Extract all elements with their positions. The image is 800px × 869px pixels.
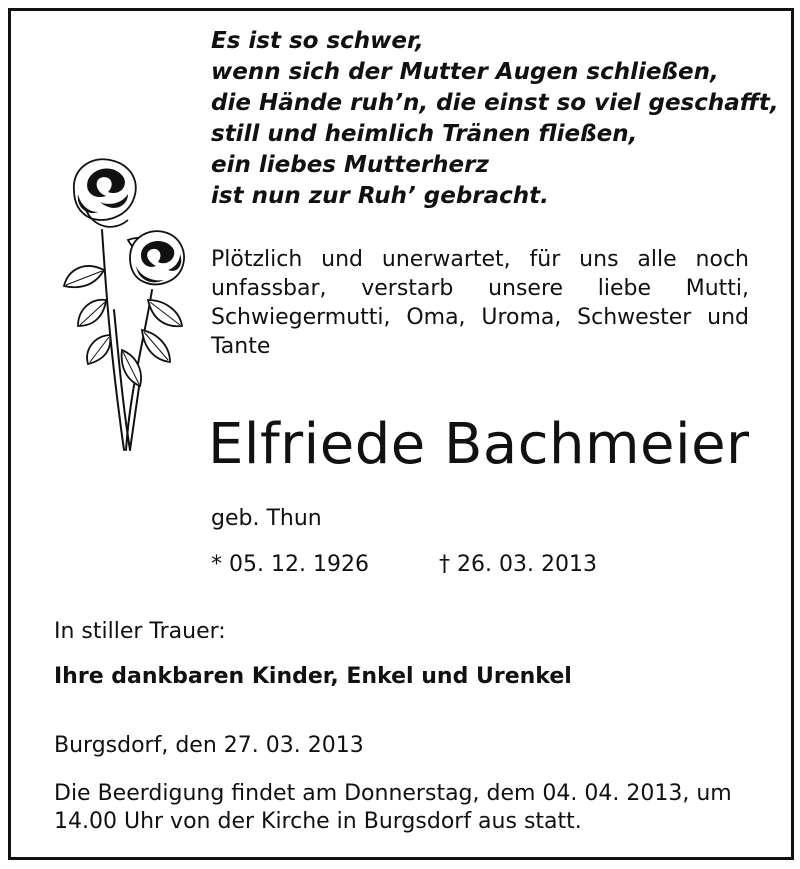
roses-icon (44, 150, 194, 460)
poem-line: ist nun zur Ruh’ gebracht. (211, 183, 549, 209)
poem-line: die Hände ruh’n, die einst so viel geschafft, (211, 90, 779, 116)
funeral-info: Die Beerdigung findet am Donnerstag, dem 04. 04. 2013, um 14.00 Uhr von der Kirche in Burgsdorf aus statt. (54, 781, 732, 834)
deceased-name: Elfriede Bachmeier (208, 412, 750, 477)
intro-text: Plötzlich und unerwartet, für uns alle noch unfassbar, verstarb unsere liebe Mutti, Schwiegermutti, Oma, Uroma, Schwester und Tante (211, 247, 749, 359)
poem-line: Es ist so schwer, (211, 28, 424, 54)
death-date: † 26. 03. 2013 (439, 552, 597, 577)
mourning-label: In stiller Trauer: (54, 619, 226, 644)
birth-date: * 05. 12. 1926 (211, 552, 369, 577)
poem-line: wenn sich der Mutter Augen schließen, (211, 59, 719, 85)
poem-line: still und heimlich Tränen fließen, (211, 121, 638, 147)
poem-line: ein liebes Mutterherz (211, 152, 489, 178)
life-dates (211, 551, 597, 579)
place-date: Burgsdorf, den 27. 03. 2013 (54, 733, 364, 758)
family-signature: Ihre dankbaren Kinder, Enkel und Urenkel (54, 664, 572, 689)
poem (211, 26, 779, 212)
maiden-name: geb. Thun (211, 506, 322, 531)
